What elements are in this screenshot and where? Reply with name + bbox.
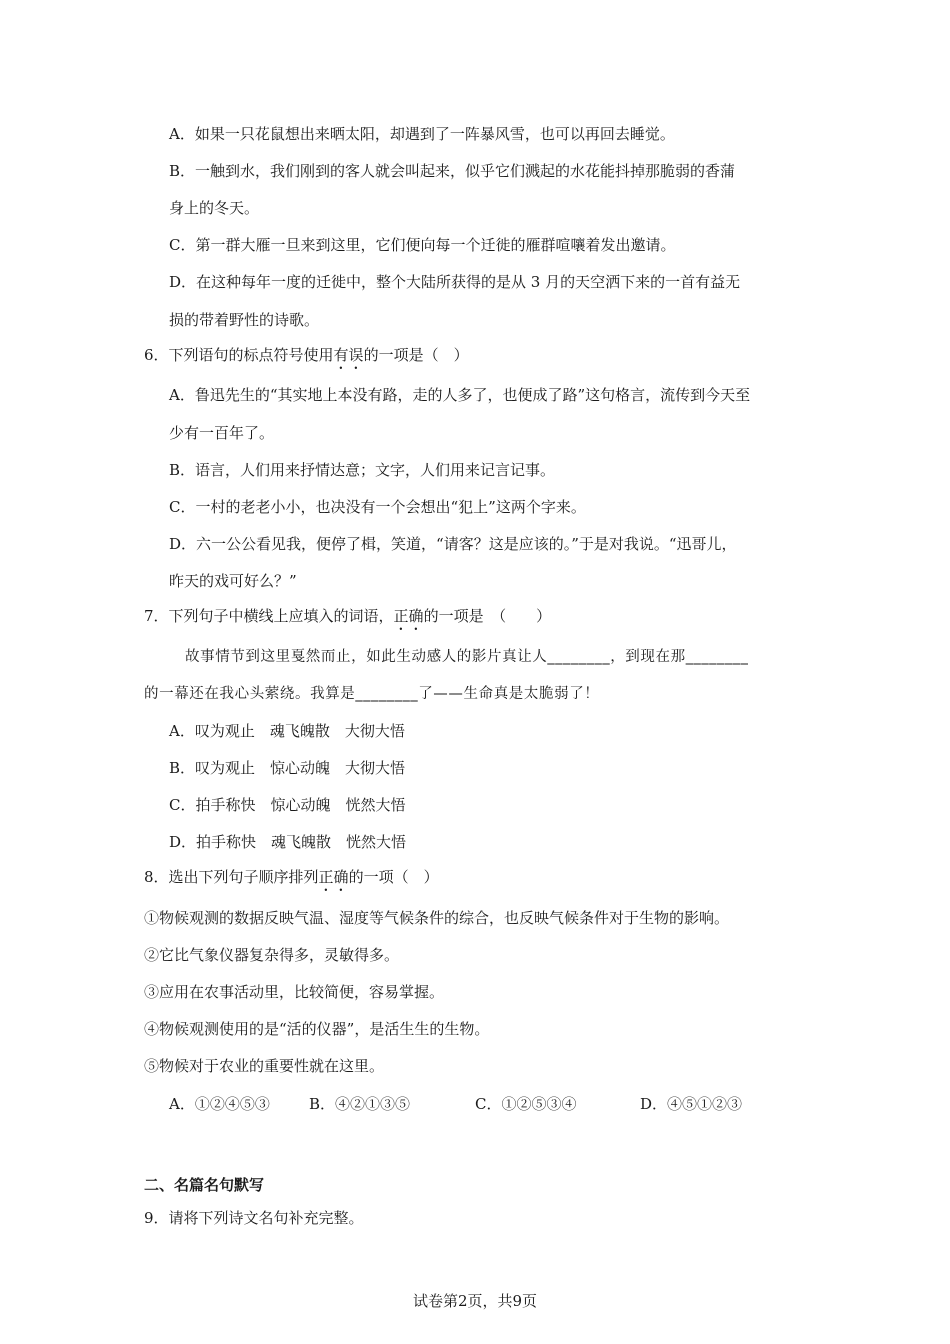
- q7-option-c: C．拍手称快 惊心动魄 恍然大悟: [169, 796, 406, 814]
- q8-option-b: B．④②①③⑤: [309, 1095, 411, 1113]
- q8-option-d: D．④⑤①②③: [640, 1095, 743, 1113]
- q6-option-a-cont: 少有一百年了。: [169, 424, 275, 442]
- q7-stem: 7．下列句子中横线上应填入的词语，正确的一项是 （ ）: [144, 607, 552, 625]
- q6-option-d-cont: 昨天的戏可好么？”: [169, 572, 297, 590]
- q5-option-d: D．在这种每年一度的迁徙中，整个大陆所获得的是从 3 月的天空洒下来的一首有益无: [169, 273, 741, 291]
- q8-sentence-2: ②它比气象仪器复杂得多，灵敏得多。: [144, 946, 400, 964]
- q6-option-a: A．鲁迅先生的“其实地上本没有路，走的人多了，也便成了路”这句格言，流传到今天至: [169, 386, 751, 404]
- q5-option-a: A．如果一只花鼠想出来晒太阳，却遇到了一阵暴风雪，也可以再回去睡觉。: [169, 125, 675, 143]
- q6-stem: 6．下列语句的标点符号使用有误的一项是（ ）: [144, 346, 469, 364]
- q7-option-a: A．叹为观止 魂飞魄散 大彻大悟: [169, 722, 405, 740]
- q8-option-c: C．①②⑤③④: [475, 1095, 577, 1113]
- q7-option-d: D．拍手称快 魂飞魄散 恍然大悟: [169, 833, 407, 851]
- q5-option-b: B．一触到水，我们刚到的客人就会叫起来，似乎它们溅起的水花能抖掉那脆弱的香蒲: [169, 162, 736, 180]
- q9-stem: 9．请将下列诗文名句补充完整。: [144, 1209, 364, 1227]
- q5-option-b-cont: 身上的冬天。: [169, 199, 260, 217]
- q6-option-c: C．一村的老老小小，也决没有一个会想出“犯上”这两个字来。: [169, 498, 586, 516]
- q8-sentence-1: ①物候观测的数据反映气温、湿度等气候条件的综合，也反映气候条件对于生物的影响。: [144, 909, 730, 927]
- q8-sentence-5: ⑤物候对于农业的重要性就在这里。: [144, 1057, 385, 1075]
- q6-emphasis: 有误: [333, 346, 364, 364]
- q8-sentence-4: ④物候观测使用的是“活的仪器”，是活生生的生物。: [144, 1020, 490, 1038]
- page-footer: 试卷第2页，共9页: [412, 1292, 538, 1310]
- q5-option-d-cont: 损的带着野性的诗歌。: [169, 311, 320, 329]
- section-heading: 二、名篇名句默写: [144, 1176, 265, 1194]
- q7-passage: 故事情节到这里戛然而止，如此生动感人的影片真让人________，到现在那________: [185, 649, 749, 665]
- q6-option-b: B．语言，人们用来抒情达意；文字，人们用来记言记事。: [169, 461, 556, 479]
- q8-option-a: A．①②④⑤③: [169, 1095, 270, 1113]
- q5-option-c: C．第一群大雁一旦来到这里，它们便向每一个迁徙的雁群喧嚷着发出邀请。: [169, 236, 676, 254]
- q8-stem: 8．选出下列句子顺序排列正确的一项（ ）: [144, 868, 439, 886]
- q7-option-b: B．叹为观止 惊心动魄 大彻大悟: [169, 759, 406, 777]
- q7-emphasis: 正确: [393, 607, 424, 625]
- q7-passage-cont: 的一幕还在我心头萦绕。我算是________了——生命真是太脆弱了！: [144, 686, 600, 702]
- q8-sentence-3: ③应用在农事活动里，比较简便，容易掌握。: [144, 983, 445, 1001]
- q8-emphasis: 正确: [318, 868, 349, 886]
- q6-option-d: D．六一公公看见我，便停了楫，笑道，“请客？这是应该的。”于是对我说。“迅哥儿，: [169, 535, 737, 553]
